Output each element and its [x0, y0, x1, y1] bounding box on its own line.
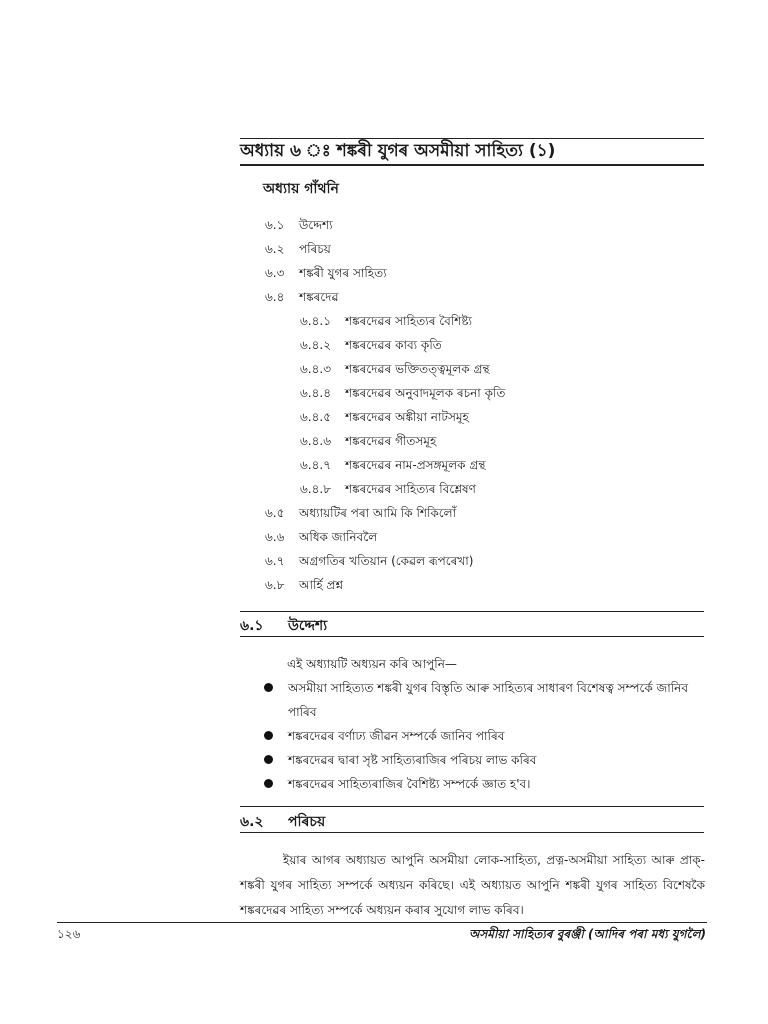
section2-paragraph: ইয়াৰ আগৰ অধ্যায়ত আপুনি অসমীয়া লোক-সাহিত্য, প্ৰত্ন-অসমীয়া সাহিত্য আৰু প্ৰাক্-শঙ্কৰী যুগৰ সাহিত্য সম্পৰ্কে অধ্যয়ন কৰিছে। এই অধ্যায়ত আপুনি শঙ্কৰী যুগৰ সাহিত্য বিশেষকৈ শঙ্কৰদেৱৰ সাহিত্য সম্পৰ্কে অধ্যয়ন কৰাৰ সুযোগ লাভ কৰিব। — [240, 853, 705, 917]
toc-item-number: ৬.৪.৪ — [300, 386, 332, 400]
bullet-icon — [264, 779, 273, 788]
footer-rule — [57, 922, 707, 923]
toc-item-label: শঙ্কৰদেৱৰ অঙ্কীয়া নাটসমূহ — [345, 410, 469, 424]
objectives-list — [262, 676, 707, 796]
list-item-text: শঙ্কৰদেৱৰ বৰ্ণাঢ্য জীৱন সম্পৰ্কে জানিব পাৰিব — [288, 729, 505, 743]
section1-bottom-rule — [240, 636, 704, 637]
toc-item-label: শঙ্কৰদেৱৰ গীতসমূহ — [345, 434, 437, 448]
toc-item-number: ৬.৬ — [265, 530, 285, 544]
list-item — [262, 676, 707, 724]
toc-item-number: ৬.৪.৭ — [300, 458, 332, 472]
toc-item-number: ৬.৪.৩ — [300, 362, 332, 376]
toc-item-label: আৰ্হি প্ৰশ্ন — [299, 578, 344, 592]
chapter-title: অধ্যায় ৬ ঃ শঙ্কৰী যুগৰ অসমীয়া সাহিত্য (১) — [240, 141, 556, 161]
toc-item-number: ৬.৭ — [265, 554, 285, 568]
toc-item-number: ৬.৪.৫ — [300, 410, 332, 424]
section1-number: ৬.১ — [240, 618, 264, 634]
bullet-icon — [264, 755, 273, 764]
toc-item-label: শঙ্কৰদেৱৰ অনুবাদমূলক ৰচনা কৃতি — [345, 386, 506, 400]
section2-top-rule — [240, 806, 704, 807]
bullet-icon — [264, 731, 273, 740]
section2-bottom-rule — [240, 832, 704, 833]
toc-item-label: শঙ্কৰদেৱ — [299, 290, 339, 304]
toc-item-number: ৬.৫ — [265, 506, 285, 520]
toc-item-number: ৬.৪.২ — [300, 338, 332, 352]
toc-item-label: শঙ্কৰদেৱৰ সাহিত্যৰ বিশ্লেষণ — [345, 482, 476, 496]
section1-top-rule — [240, 611, 704, 612]
section1-intro: এই অধ্যায়টি অধ্যয়ন কৰি আপুনি— — [287, 657, 457, 671]
toc-item-number: ৬.৪.১ — [300, 314, 332, 328]
toc-item-number: ৬.৮ — [265, 578, 285, 592]
toc-item-label: শঙ্কৰদেৱৰ নাম-প্ৰসঙ্গমূলক গ্ৰন্থ — [345, 458, 486, 472]
toc-item-number: ৬.৪ — [265, 290, 285, 304]
toc-item-label: পৰিচয় — [299, 242, 331, 256]
list-item — [262, 724, 707, 748]
list-item — [262, 748, 707, 772]
section1-title: উদ্দেশ্য — [288, 618, 328, 634]
toc-item-number: ৬.২ — [265, 242, 285, 256]
page-number: ১২৬ — [57, 927, 81, 941]
toc-item-label: উদ্দেশ্য — [299, 218, 333, 232]
toc-item-label: শঙ্কৰদেৱৰ ভক্তিতত্ত্বমূলক গ্ৰন্থ — [345, 362, 490, 376]
list-item — [262, 772, 707, 796]
toc-item-label: অগ্ৰগতিৰ খতিয়ান (কেৱল ৰূপৰেখা) — [299, 554, 474, 568]
bullet-icon — [264, 683, 273, 692]
toc-item-number: ৬.৪.৬ — [300, 434, 332, 448]
section2-title: পৰিচয় — [288, 814, 326, 830]
list-item-text: শঙ্কৰদেৱৰ সাহিত্যৰাজিৰ বৈশিষ্ট্য সম্পৰ্কে জ্ঞাত হ'ব। — [288, 777, 531, 791]
toc-item-number: ৬.৩ — [265, 266, 285, 280]
chapter-top-rule — [240, 138, 704, 139]
toc-item-number: ৬.১ — [265, 218, 285, 232]
toc-item-label: শঙ্কৰী যুগৰ সাহিত্য — [299, 266, 387, 280]
toc-item-label: শঙ্কৰদেৱৰ কাব্য কৃতি — [345, 338, 442, 352]
list-item-text: অসমীয়া সাহিত্যত শঙ্কৰী যুগৰ বিস্তৃতি আৰু সাহিত্যৰ সাধাৰণ বিশেষত্ব সম্পৰ্কে জানিব পাৰিব — [288, 681, 689, 719]
toc-item-label: শঙ্কৰদেৱৰ সাহিত্যৰ বৈশিষ্ট্য — [345, 314, 473, 328]
contents-heading: অধ্যায় গাঁথনি — [263, 181, 339, 197]
section2-number: ৬.২ — [240, 814, 264, 830]
list-item-text: শঙ্কৰদেৱৰ দ্বাৰা সৃষ্ট সাহিত্যৰাজিৰ পৰিচয় লাভ কৰিব — [288, 753, 537, 767]
running-footer-title: অসমীয়া সাহিত্যৰ বুৰঞ্জী (আদিৰ পৰা মধ্য যুগলৈ) — [468, 927, 706, 941]
toc-item-label: অধ্যায়টিৰ পৰা আমি কি শিকিলোঁ — [299, 506, 457, 520]
toc-item-number: ৬.৪.৮ — [300, 482, 332, 496]
toc-item-label: অধিক জানিবলৈ — [299, 530, 378, 544]
chapter-bottom-rule — [240, 164, 704, 166]
